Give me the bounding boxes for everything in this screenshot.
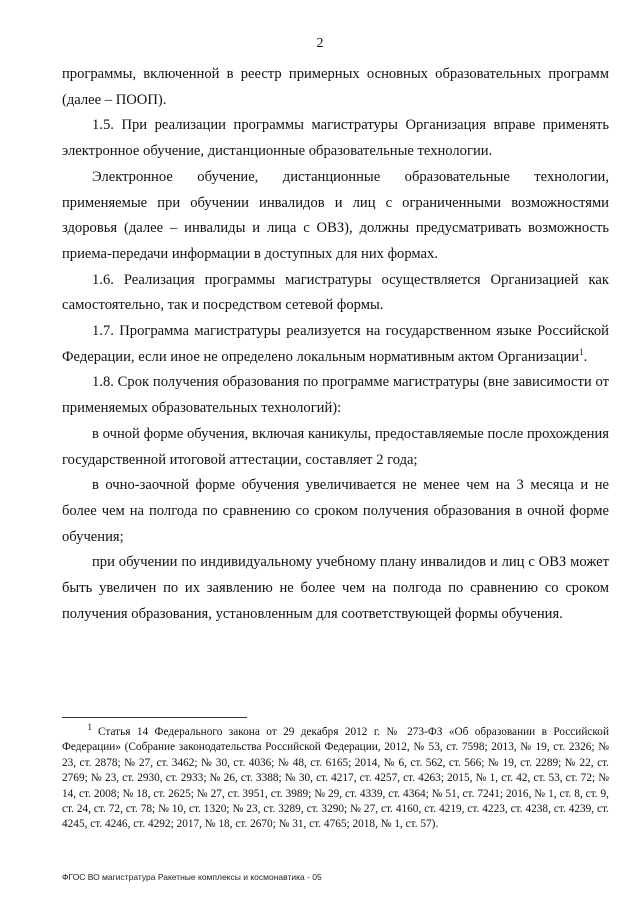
paragraph-full-time: в очной форме обучения, включая каникулы, предоставляемые после прохождения государственной итоговой аттестации, составляет 2 года; <box>62 425 609 468</box>
paragraph-1-7-tail: . <box>583 348 588 365</box>
footnote-divider <box>62 717 247 718</box>
page-number: 2 <box>316 36 324 51</box>
paragraph-1-7 <box>62 319 609 370</box>
paragraph-part-time: в очно-заочной форме обучения увеличивается не менее чем на 3 месяца и не более чем на полгода по сравнению со сроком получения образования в очной форме обучения; <box>62 477 609 545</box>
paragraph-1-6: 1.6. Реализация программы магистратуры осуществляется Организацией как самостоятельно, так и посредством сетевой формы. <box>62 271 609 314</box>
footnote: $^1$ Статья 14 Федерального закона от 29 декабря 2012 г. № 273-ФЗ «Об образовании в Российской Федерации» (Собрание законодательства Российской Федерации, 2012, № 53, ст. 7598; 2013, № 19, ст. 2326; № 23, ст. 2878; № 27, ст. 3462; № 30, ст. 4036; № 48, ст. 6165; 2014, № 6, ст. 562, ст. 566; № 19, ст. 2289; № 22, ст. 2769; № 23, ст. 2930, ст. 2933; № 26, ст. 3388; № 30, ст. 4217, ст. 4257, ст. 4263; 2015, № 1, ст. 42, ст. 53, ст. 72; № 14, ст. 2008; № 18, ст. 2625; № 27, ст. 3951, ст. 3989; № 29, ст. 4339, ст. 4364; № 51, ст. 7241; 2016, № 1, ст. 8, ст. 9, ст. 24, ст. 72, ст. 78; № 10, ст. 1320; № 23, ст. 3289, ст. 3290; № 27, ст. 4160, ст. 4219, ст. 4223, ст. 4238, ст. 4239, ст. 4245, ст. 4246, ст. 4292; 2017, № 18, ст. 2670; № 31, ст. 4765; 2018, № 1, ст. 57). <box>62 722 609 831</box>
document-body <box>62 62 609 627</box>
paragraph-poop: программы, включенной в реестр примерных основных образовательных программ (далее – ПООП). <box>62 66 609 108</box>
footnote-reference[interactable]: 1 <box>579 346 584 357</box>
paragraph-1-8: 1.8. Срок получения образования по программе магистратуры (вне зависимости от применяемых образовательных технологий): <box>62 374 609 417</box>
paragraph-1-7-text: 1.7. Программа магистратуры реализуется на государственном языке Российской Федерации, если иное не определено локальным нормативным актом Организации <box>62 323 609 365</box>
footnote-text: Статья 14 Федерального закона от 29 декабря 2012 г. № 273-ФЗ «Об образовании в Российской Федерации» (Собрание законодательства Российской Федерации, 2012, № 53, ст. 7598; 2013, № 19, ст. 2326; № 23, ст. 2878; № 27, ст. 3462; № 30, ст. 4036; № 48, ст. 6165; 2014, № 6, ст. 562, ст. 566; № 19, ст. 2289; № 22, ст. 2769; № 23, ст. 2930, ст. 2933; № 26, ст. 3388; № 30, ст. 4217, ст. 4257, ст. 4263; 2015, № 1, ст. 42, ст. 53, ст. 72; № 14, ст. 2008; № 18, ст. 2625; № 27, ст. 3951, ст. 3989; № 29, ст. 4339, ст. 4364; № 51, ст. 7241; 2016, № 1, ст. 8, ст. 9, ст. 24, ст. 72, ст. 78; № 10, ст. 1320; № 23, ст. 3289, ст. 3290; № 27, ст. 4160, ст. 4219, ст. 4223, ст. 4238, ст. 4239, ст. 4245, ст. 4246, ст. 4292; 2017, № 18, ст. 2670; № 31, ст. 4765; 2018, № 1, ст. 57). <box>62 726 609 831</box>
paragraph-1-5: 1.5. При реализации программы магистратуры Организация вправе применять электронное обучение, дистанционные образовательные технологии. <box>62 117 609 160</box>
paragraph-e-learning: Электронное обучение, дистанционные образовательные технологии, применяемые при обучении инвалидов и лиц с ограниченными возможностями здоровья (далее – инвалиды и лица с ОВЗ), должны предусматривать возможность приема-передачи информации в доступных для них формах. <box>62 168 609 262</box>
paragraph-individual-plan: при обучении по индивидуальному учебному плану инвалидов и лиц с ОВЗ может быть увеличен по их заявлению не более чем на полгода по сравнению со сроком получения образования, установленным для соответствующей формы обучения. <box>62 554 609 622</box>
page-footer: ФГОС ВО магистратура Ракетные комплексы и космонавтика - 05 <box>62 872 322 882</box>
